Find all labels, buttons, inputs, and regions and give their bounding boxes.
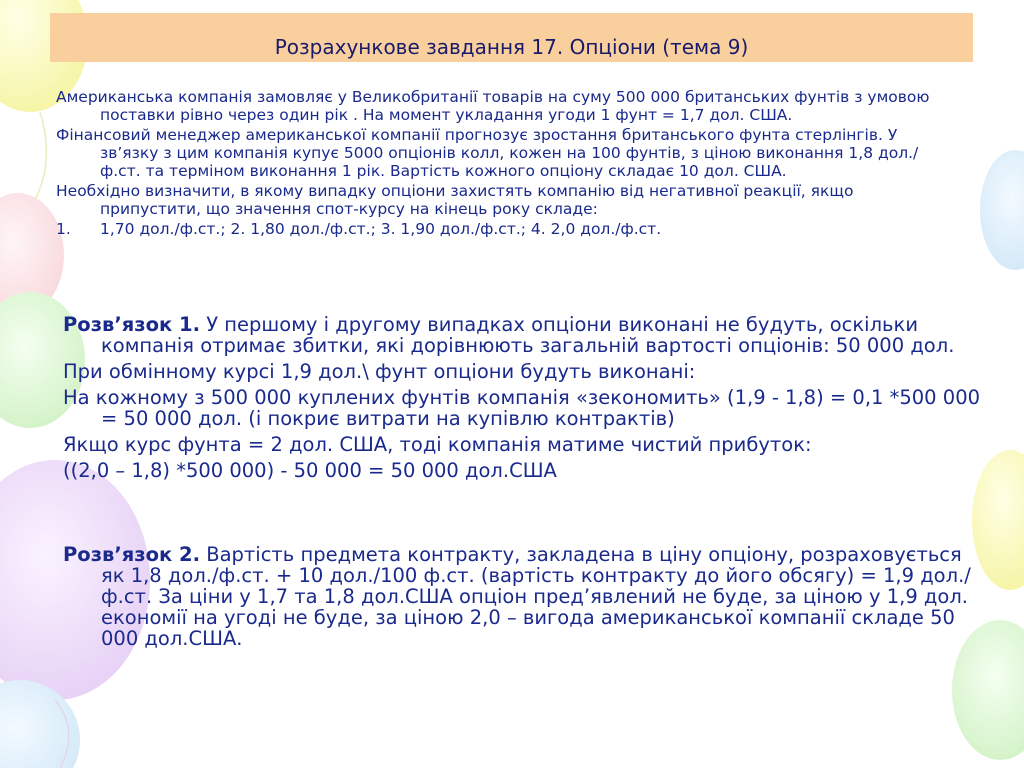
- problem-paragraph: Необхідно визначити, в якому випадку опціони захистять компанію від негативної реакції, якщо припустити, що значення спот-курсу на кінець року складе:: [56, 182, 854, 218]
- problem-statement: [56, 88, 936, 240]
- solution-1: [63, 314, 983, 486]
- list-item-text: 1,70 дол./ф.ст.; 2. 1,80 дол./ф.ст.; 3. 1,90 дол./ф.ст.; 4. 2,0 дол./ф.ст.: [100, 220, 662, 238]
- solution-2-label: Розв’язок 2.: [63, 543, 201, 566]
- solution-1-line: На кожному з 500 000 куплених фунтів компанія «зекономить» (1,9 - 1,8) = 0,1 *500 000 = 50 000 дол. (і покриє витрати на купівлю контрактів): [63, 386, 981, 430]
- solution-1-line: При обмінному курсі 1,9 дол.\ фунт опціони будуть виконані:: [63, 360, 696, 383]
- solution-2-text: Вартість предмета контракту, закладена в ціну опціону, розраховується як 1,8 дол./ф.ст. + 10 дол./100 ф.ст. (вартість контракту до його обсягу) = 1,9 дол./ф.ст. За ціни у 1,7 та 1,8 дол.США опціон пред’явлений не буде, за ціною у 1,9 дол. економії на угоді не буде, за ціною 2,0 – вигода американської компанії складе 50 000 дол.США.: [101, 543, 971, 650]
- balloon-string: [35, 112, 46, 200]
- solution-2-paragraph: [63, 544, 983, 649]
- solution-1-line: Якщо курс фунта = 2 дол. США, тоді компанія матиме чистий прибуток:: [63, 433, 812, 456]
- solution-1-line: ((2,0 – 1,8) *500 000) - 50 000 = 50 000 дол.США: [63, 459, 557, 482]
- balloon-right-blue: [980, 150, 1024, 270]
- solution-1-intro: [63, 314, 983, 356]
- solution-2: [63, 544, 983, 649]
- problem-paragraph: Американська компанія замовляє у Великобританії товарів на суму 500 000 британських фунтів з умовою поставки рівно через один рік . На момент укладання угоди 1 фунт = 1,7 дол. США.: [56, 88, 930, 124]
- solution-1-text: У першому і другому випадках опціони виконані не будуть, оскільки компанія отримає збитки, які дорівнюють загальній вартості опціонів: 50 000 дол.: [101, 313, 955, 357]
- title-bar: [50, 13, 973, 62]
- problem-list-item: [56, 220, 936, 238]
- list-number: 1.: [56, 220, 71, 238]
- slide-title: Розрахункове завдання 17. Опціони (тема 9): [274, 35, 749, 59]
- problem-paragraph: Фінансовий менеджер американської компанії прогнозує зростання британського фунта стерлінгів. У зв’язку з цим компанія купує 5000 опціонів колл, кожен на 100 фунтів, з ціною виконання 1,8 дол./ф.ст. та терміном виконання 1 рік. Вартість кожного опціону складає 10 дол. США.: [56, 126, 919, 180]
- solution-1-label: Розв’язок 1.: [63, 313, 201, 336]
